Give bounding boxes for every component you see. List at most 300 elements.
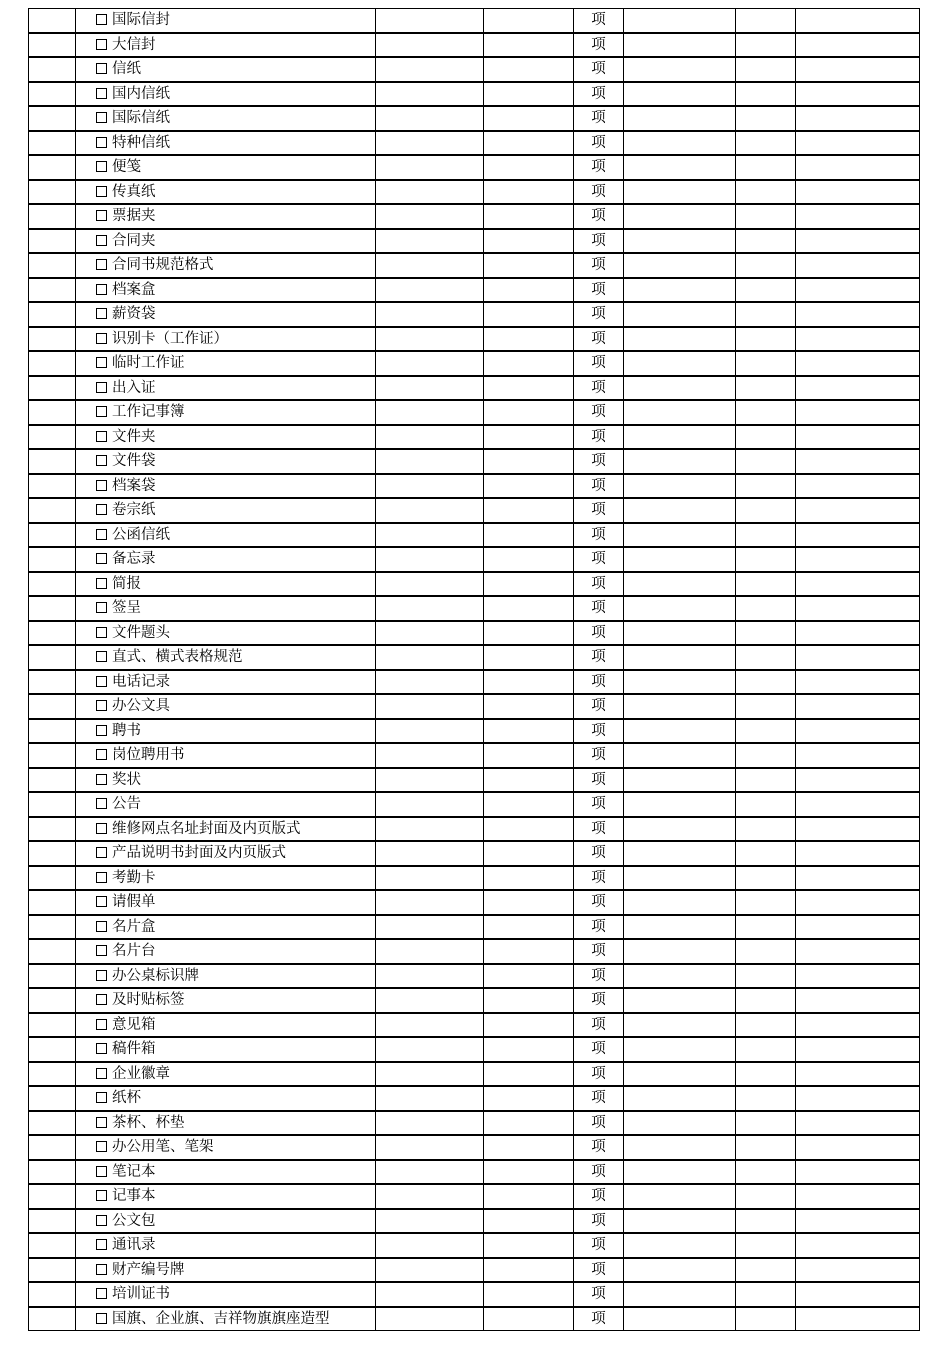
blank-cell — [376, 425, 484, 450]
item-label: 办公文具 — [112, 698, 170, 714]
unit-label: 项 — [591, 330, 606, 347]
item-label: 档案盒 — [112, 281, 156, 298]
blank-cell — [376, 33, 484, 58]
unit-cell — [574, 1258, 624, 1283]
checkbox-icon[interactable] — [96, 455, 107, 466]
blank-cell — [736, 768, 796, 793]
checkbox-icon[interactable] — [96, 1117, 107, 1128]
unit-label: 项 — [591, 845, 606, 861]
blank-cell — [484, 694, 574, 719]
item-name-cell — [76, 841, 376, 866]
row-index-cell — [29, 866, 76, 891]
blank-cell — [624, 400, 736, 425]
blank-cell — [376, 131, 484, 156]
checkbox-icon[interactable] — [96, 259, 107, 270]
blank-cell — [376, 1258, 484, 1283]
blank-cell — [624, 841, 736, 866]
blank-cell — [624, 1111, 736, 1136]
row-index-cell — [29, 351, 76, 376]
item-label: 企业徽章 — [112, 1065, 170, 1082]
table-row — [29, 523, 920, 548]
checkbox-icon[interactable] — [96, 847, 107, 858]
blank-cell — [624, 621, 736, 646]
blank-cell — [796, 621, 920, 646]
blank-cell — [376, 621, 484, 646]
blank-cell — [796, 449, 920, 474]
row-index-cell — [29, 964, 76, 989]
checkbox-icon[interactable] — [96, 14, 107, 25]
blank-cell — [736, 498, 796, 523]
blank-cell — [624, 792, 736, 817]
item-label: 产品说明书封面及内页版式 — [112, 845, 286, 861]
unit-cell — [574, 596, 624, 621]
item-label: 名片盒 — [112, 918, 156, 935]
row-index-cell — [29, 1160, 76, 1185]
blank-cell — [624, 964, 736, 989]
checkbox-icon[interactable] — [96, 308, 107, 319]
checkbox-icon[interactable] — [96, 578, 107, 589]
item-name-cell — [76, 1184, 376, 1209]
blank-cell — [736, 33, 796, 58]
unit-cell — [574, 131, 624, 156]
unit-label: 项 — [591, 796, 606, 812]
blank-cell — [796, 1013, 920, 1038]
blank-cell — [376, 82, 484, 107]
table-row — [29, 572, 920, 597]
blank-cell — [624, 596, 736, 621]
unit-cell — [574, 719, 624, 744]
checkbox-icon[interactable] — [96, 137, 107, 148]
unit-cell — [574, 988, 624, 1013]
unit-label: 项 — [591, 1114, 606, 1131]
row-index-cell — [29, 131, 76, 156]
unit-label: 项 — [591, 600, 606, 616]
checkbox-icon[interactable] — [96, 161, 107, 172]
blank-cell — [736, 1282, 796, 1307]
row-index-cell — [29, 670, 76, 695]
blank-cell — [796, 523, 920, 548]
checkbox-icon[interactable] — [96, 480, 107, 491]
blank-cell — [624, 1037, 736, 1062]
checkbox-icon[interactable] — [96, 676, 107, 687]
blank-cell — [796, 33, 920, 58]
table-row — [29, 915, 920, 940]
checkbox-icon[interactable] — [96, 774, 107, 785]
table-row — [29, 33, 920, 58]
unit-label: 项 — [591, 232, 606, 249]
blank-cell — [624, 988, 736, 1013]
unit-cell — [574, 523, 624, 548]
blank-cell — [796, 327, 920, 352]
blank-cell — [736, 719, 796, 744]
blank-cell — [736, 204, 796, 229]
blank-cell — [796, 351, 920, 376]
unit-label: 项 — [591, 12, 606, 28]
blank-cell — [376, 327, 484, 352]
unit-cell — [574, 1013, 624, 1038]
blank-cell — [736, 621, 796, 646]
table-row — [29, 1184, 920, 1209]
unit-cell — [574, 9, 624, 33]
unit-label: 项 — [591, 1065, 606, 1082]
item-label: 电话记录 — [112, 673, 170, 690]
blank-cell — [796, 1209, 920, 1234]
blank-cell — [796, 939, 920, 964]
row-index-cell — [29, 474, 76, 499]
unit-label: 项 — [591, 698, 606, 714]
blank-cell — [624, 1307, 736, 1331]
checkbox-icon[interactable] — [96, 431, 107, 442]
table-row — [29, 498, 920, 523]
checkbox-icon[interactable] — [96, 602, 107, 613]
blank-cell — [484, 670, 574, 695]
blank-cell — [796, 1258, 920, 1283]
blank-cell — [796, 204, 920, 229]
blank-cell — [376, 1233, 484, 1258]
unit-label: 项 — [591, 575, 606, 592]
item-name-cell — [76, 817, 376, 842]
checkbox-icon[interactable] — [96, 235, 107, 246]
blank-cell — [484, 9, 574, 33]
checkbox-icon[interactable] — [96, 627, 107, 638]
unit-cell — [574, 1233, 624, 1258]
checkbox-icon[interactable] — [96, 39, 107, 50]
unit-label: 项 — [591, 428, 606, 445]
item-name-cell — [76, 890, 376, 915]
blank-cell — [624, 376, 736, 401]
item-name-cell — [76, 180, 376, 205]
items-table — [28, 8, 920, 1331]
blank-cell — [624, 106, 736, 131]
checkbox-icon[interactable] — [96, 1239, 107, 1250]
checkbox-icon[interactable] — [96, 970, 107, 981]
checkbox-icon[interactable] — [96, 504, 107, 515]
blank-cell — [796, 915, 920, 940]
checkbox-icon[interactable] — [96, 88, 107, 99]
blank-cell — [376, 302, 484, 327]
unit-label: 项 — [591, 1310, 606, 1327]
table-row — [29, 57, 920, 82]
checkbox-icon[interactable] — [96, 63, 107, 74]
item-label: 国际信纸 — [112, 110, 170, 126]
checkbox-icon[interactable] — [96, 210, 107, 221]
unit-label: 项 — [591, 1261, 606, 1278]
unit-label: 项 — [591, 943, 606, 959]
blank-cell — [736, 82, 796, 107]
checkbox-icon[interactable] — [96, 945, 107, 956]
blank-cell — [796, 278, 920, 303]
blank-cell — [796, 1111, 920, 1136]
item-name-cell — [76, 131, 376, 156]
blank-cell — [484, 155, 574, 180]
checkbox-icon[interactable] — [96, 896, 107, 907]
item-name-cell — [76, 425, 376, 450]
blank-cell — [484, 1037, 574, 1062]
item-label: 国际信封 — [112, 12, 170, 28]
item-label: 薪资袋 — [112, 306, 156, 322]
table-row — [29, 82, 920, 107]
blank-cell — [484, 890, 574, 915]
blank-cell — [376, 1135, 484, 1160]
checkbox-icon[interactable] — [96, 529, 107, 540]
unit-label: 项 — [591, 673, 606, 690]
blank-cell — [484, 33, 574, 58]
checkbox-icon[interactable] — [96, 1019, 107, 1030]
blank-cell — [376, 9, 484, 33]
unit-label: 项 — [591, 159, 606, 175]
checkbox-icon[interactable] — [96, 1166, 107, 1177]
blank-cell — [484, 645, 574, 670]
blank-cell — [796, 106, 920, 131]
blank-cell — [624, 229, 736, 254]
row-index-cell — [29, 180, 76, 205]
checkbox-icon[interactable] — [96, 357, 107, 368]
blank-cell — [796, 768, 920, 793]
row-index-cell — [29, 547, 76, 572]
blank-cell — [376, 841, 484, 866]
item-label: 考勤卡 — [112, 869, 156, 886]
blank-cell — [796, 498, 920, 523]
checkbox-icon[interactable] — [96, 1043, 107, 1054]
unit-cell — [574, 57, 624, 82]
table-row — [29, 376, 920, 401]
table-row — [29, 988, 920, 1013]
row-index-cell — [29, 229, 76, 254]
checkbox-icon[interactable] — [96, 1068, 107, 1079]
blank-cell — [796, 1086, 920, 1111]
blank-cell — [376, 1282, 484, 1307]
blank-cell — [796, 229, 920, 254]
unit-cell — [574, 841, 624, 866]
checkbox-icon[interactable] — [96, 333, 107, 344]
unit-label: 项 — [591, 1139, 606, 1155]
checkbox-icon[interactable] — [96, 406, 107, 417]
blank-cell — [376, 988, 484, 1013]
checkbox-icon[interactable] — [96, 1215, 107, 1226]
checkbox-icon[interactable] — [96, 921, 107, 932]
blank-cell — [376, 1160, 484, 1185]
blank-cell — [736, 1233, 796, 1258]
checkbox-icon[interactable] — [96, 112, 107, 123]
blank-cell — [736, 743, 796, 768]
blank-cell — [624, 939, 736, 964]
blank-cell — [796, 817, 920, 842]
checkbox-icon[interactable] — [96, 798, 107, 809]
table-row — [29, 327, 920, 352]
blank-cell — [796, 1135, 920, 1160]
blank-cell — [484, 1013, 574, 1038]
item-name-cell — [76, 988, 376, 1013]
blank-cell — [624, 1233, 736, 1258]
blank-cell — [624, 866, 736, 891]
item-label: 信纸 — [112, 61, 141, 77]
blank-cell — [484, 474, 574, 499]
checkbox-icon[interactable] — [96, 1264, 107, 1275]
checkbox-icon[interactable] — [96, 725, 107, 736]
unit-label: 项 — [591, 1041, 606, 1057]
unit-cell — [574, 572, 624, 597]
table-row — [29, 1233, 920, 1258]
blank-cell — [796, 155, 920, 180]
blank-cell — [376, 253, 484, 278]
blank-cell — [376, 229, 484, 254]
item-name-cell — [76, 376, 376, 401]
blank-cell — [484, 768, 574, 793]
item-label: 稿件箱 — [112, 1041, 156, 1057]
blank-cell — [796, 890, 920, 915]
row-index-cell — [29, 988, 76, 1013]
blank-cell — [736, 694, 796, 719]
item-name-cell — [76, 547, 376, 572]
checkbox-icon[interactable] — [96, 749, 107, 760]
blank-cell — [484, 523, 574, 548]
item-name-cell — [76, 743, 376, 768]
item-name-cell — [76, 400, 376, 425]
row-index-cell — [29, 939, 76, 964]
checkbox-icon[interactable] — [96, 1313, 107, 1324]
item-name-cell — [76, 498, 376, 523]
row-index-cell — [29, 1282, 76, 1307]
blank-cell — [796, 474, 920, 499]
blank-cell — [624, 645, 736, 670]
item-label: 记事本 — [112, 1188, 156, 1204]
checkbox-icon[interactable] — [96, 823, 107, 834]
unit-cell — [574, 425, 624, 450]
blank-cell — [736, 1307, 796, 1331]
item-label: 合同夹 — [112, 232, 156, 249]
table-row — [29, 1013, 920, 1038]
blank-cell — [484, 131, 574, 156]
row-index-cell — [29, 768, 76, 793]
unit-cell — [574, 939, 624, 964]
unit-label: 项 — [591, 624, 606, 641]
unit-label: 项 — [591, 379, 606, 396]
blank-cell — [484, 939, 574, 964]
blank-cell — [484, 449, 574, 474]
unit-label: 项 — [591, 110, 606, 126]
checkbox-icon[interactable] — [96, 284, 107, 295]
table-row — [29, 400, 920, 425]
blank-cell — [484, 253, 574, 278]
blank-cell — [624, 180, 736, 205]
item-label: 直式、横式表格规范 — [112, 649, 243, 665]
blank-cell — [484, 866, 574, 891]
row-index-cell — [29, 498, 76, 523]
blank-cell — [624, 57, 736, 82]
checkbox-icon[interactable] — [96, 994, 107, 1005]
table-row — [29, 278, 920, 303]
blank-cell — [484, 498, 574, 523]
checkbox-icon[interactable] — [96, 1141, 107, 1152]
blank-cell — [484, 1233, 574, 1258]
blank-cell — [376, 155, 484, 180]
blank-cell — [796, 376, 920, 401]
blank-cell — [796, 180, 920, 205]
item-name-cell — [76, 670, 376, 695]
unit-cell — [574, 1160, 624, 1185]
checkbox-icon[interactable] — [96, 1092, 107, 1103]
unit-label: 项 — [591, 526, 606, 543]
blank-cell — [796, 131, 920, 156]
unit-cell — [574, 33, 624, 58]
item-name-cell — [76, 204, 376, 229]
item-name-cell — [76, 694, 376, 719]
table-row — [29, 229, 920, 254]
blank-cell — [624, 498, 736, 523]
item-name-cell — [76, 351, 376, 376]
blank-cell — [376, 1307, 484, 1331]
unit-label: 项 — [591, 1212, 606, 1229]
blank-cell — [736, 351, 796, 376]
blank-cell — [624, 1135, 736, 1160]
blank-cell — [484, 1184, 574, 1209]
blank-cell — [796, 82, 920, 107]
blank-cell — [736, 1037, 796, 1062]
blank-cell — [376, 768, 484, 793]
blank-cell — [484, 1111, 574, 1136]
blank-cell — [484, 82, 574, 107]
blank-cell — [736, 229, 796, 254]
table-row — [29, 425, 920, 450]
unit-label: 项 — [591, 183, 606, 200]
blank-cell — [736, 9, 796, 33]
item-name-cell — [76, 866, 376, 891]
unit-label: 项 — [591, 453, 606, 469]
item-name-cell — [76, 1258, 376, 1283]
checkbox-icon[interactable] — [96, 1288, 107, 1299]
blank-cell — [376, 278, 484, 303]
blank-cell — [376, 180, 484, 205]
blank-cell — [624, 278, 736, 303]
blank-cell — [736, 449, 796, 474]
checkbox-icon[interactable] — [96, 700, 107, 711]
item-label: 文件夹 — [112, 428, 156, 445]
checkbox-icon[interactable] — [96, 651, 107, 662]
unit-cell — [574, 400, 624, 425]
unit-cell — [574, 474, 624, 499]
item-name-cell — [76, 1282, 376, 1307]
item-name-cell — [76, 327, 376, 352]
row-index-cell — [29, 400, 76, 425]
item-name-cell — [76, 1233, 376, 1258]
unit-cell — [574, 817, 624, 842]
blank-cell — [484, 1160, 574, 1185]
blank-cell — [376, 204, 484, 229]
checkbox-icon[interactable] — [96, 872, 107, 883]
blank-cell — [484, 57, 574, 82]
table-row — [29, 841, 920, 866]
table-row — [29, 449, 920, 474]
checkbox-icon[interactable] — [96, 1190, 107, 1201]
checkbox-icon[interactable] — [96, 186, 107, 197]
blank-cell — [796, 866, 920, 891]
table-row — [29, 1135, 920, 1160]
row-index-cell — [29, 449, 76, 474]
blank-cell — [484, 1062, 574, 1087]
blank-cell — [736, 155, 796, 180]
blank-cell — [484, 915, 574, 940]
blank-cell — [484, 1086, 574, 1111]
unit-cell — [574, 1209, 624, 1234]
checkbox-icon[interactable] — [96, 553, 107, 564]
blank-cell — [624, 915, 736, 940]
item-label: 财产编号牌 — [112, 1261, 185, 1278]
checkbox-icon[interactable] — [96, 382, 107, 393]
row-index-cell — [29, 596, 76, 621]
blank-cell — [484, 180, 574, 205]
blank-cell — [484, 964, 574, 989]
blank-cell — [376, 890, 484, 915]
